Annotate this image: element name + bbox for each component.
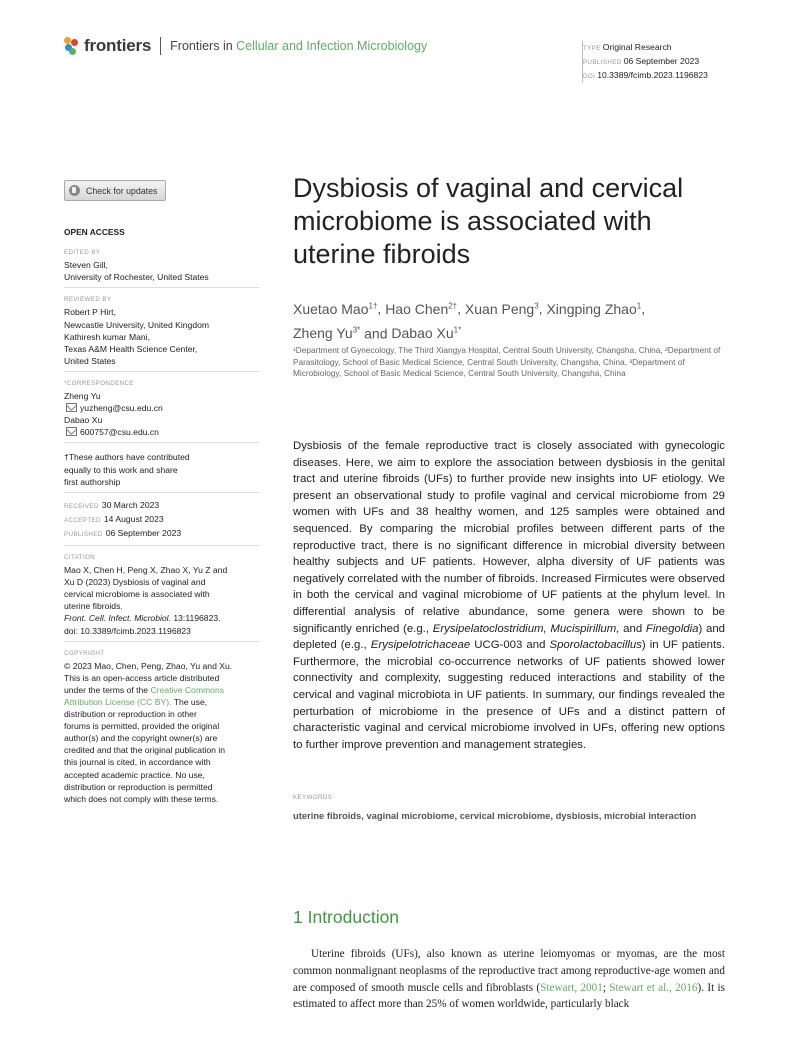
- affiliations: ¹Department of Gynecology, The Third Xiangya Hospital, Central South University, Changsha, China, ²Department of Parasitology, School of Basic Medical Science, Central South University, Changsha, China, ³Department of Microbiology, School of Basic Medical Science, Central South University, Changsha, China: [293, 345, 721, 379]
- keywords: uterine fibroids, vaginal microbiome, cervical microbiome, dysbiosis, microbial interaction: [293, 810, 697, 821]
- citation: Mao X, Chen H, Peng X, Zhao X, Yu Z and Xu D (2023) Dysbiosis of vaginal and cervical microbiome is associated with uterine fibroids. Front. Cell. Infect. Microbiol. 13:1196823. doi: 10.3389/fcimb.2023.1196823: [64, 565, 228, 636]
- license-link[interactable]: Attribution License (CC BY).: [64, 697, 172, 707]
- introduction-text: Uterine fibroids (UFs), also known as uterine leiomyomas or myomas, are the most common nonmalignant neoplasms of the reproductive tract among reproductive-age women and are composed of smooth muscle cells and fibroblasts (Stewart, 2001; Stewart et al., 2016). It is estimated to affect more than 25% of women worldwide, particularly black: [293, 948, 725, 1011]
- article-meta: TYPE Original Research PUBLISHED 06 September 2023 DOI 10.3389/fcimb.2023.1196823: [582, 41, 708, 83]
- license-link[interactable]: Creative Commons: [150, 684, 225, 695]
- journal-name[interactable]: Frontiers in Cellular and Infection Microbiology: [170, 39, 428, 53]
- copyright: © 2023 Mao, Chen, Peng, Zhao, Yu and Xu. This is an open-access article distributed under the terms of the Creative Commons Attribution License (CC BY). The use, distribution or reproduction in other forums is permitted, provided the original author(s) and the copyright owner(s) are credited and that the original publication in this journal is cited, in accordance with accepted academic practice. No use, distribution or reproduction is permitted which does not comply with these terms.: [64, 660, 233, 804]
- mail-icon: [66, 403, 77, 412]
- keywords-label: KEYWORDS: [293, 794, 333, 801]
- author[interactable]: Xingping Zhao$^1$: [546, 300, 642, 317]
- article-type: Original Research: [602, 42, 672, 52]
- open-access-label: OPEN ACCESS: [64, 227, 125, 237]
- bookmark-icon: [69, 185, 80, 196]
- published-date: 06 September 2023: [623, 56, 700, 66]
- doi[interactable]: 10.3389/fcimb.2023.1196823: [597, 70, 708, 80]
- journal-header: [64, 36, 427, 56]
- mail-icon: [66, 427, 77, 436]
- reference-link[interactable]: Stewart et al., 2016: [609, 981, 698, 994]
- history-dates: RECEIVED 30 March 2023 ACCEPTED 14 August 2023 PUBLISHED 06 September 2023: [64, 499, 182, 538]
- author[interactable]: Xuan Peng$^3$: [464, 300, 539, 317]
- author-list: Xuetao Mao$^{1\dagger}$, Hao Chen$^{2\dagger}$, Xuan Peng$^3$, Xingping Zhao$^1$, Zheng $Yu^{3*}$ and Dabao $Xu^{1*}$: [293, 300, 646, 342]
- email-link[interactable]: 600757@csu.edu.cn: [80, 427, 159, 438]
- section-heading: 1 Introduction: [293, 907, 400, 927]
- contribution-note: †These authors have contributed equally to this work and share first authorship: [64, 452, 190, 487]
- article-title: Dysbiosis of vaginal and cervical microbiome is associated with uterine fibroids: [293, 173, 684, 269]
- author[interactable]: Zheng $Yu^{3*}$: [293, 325, 361, 342]
- reference-link[interactable]: Stewart, 2001: [540, 981, 603, 994]
- author[interactable]: Hao Chen$^{2\dagger}$: [385, 300, 458, 317]
- article-sidebar: OPEN ACCESS EDITED BY Steven Gill, University of Rochester, United States REVIEWED BY Robert P Hirt, Newcastle University, United Kingdom Kathiresh kumar Mani, Texas A&M Health Science Center, United States *CORRESPONDENCE Zheng Yu yuzheng@csu.edu.cn Dabao Xu 600757@csu.edu.cn †These authors have contributed equally to this work and share first authorship RECEIVED 30 March 2023 ACCEPTED 14 August 2023 PUBLISHED 06 September 2023 CITATION Mao X, Chen H, Peng X, Zhao X, Yu Z and Xu D (2023) Dysbiosis of vaginal and cervical microbiome is associated with uterine fibroids. Front. Cell. Infect. Microbiol. 13:1196823. doi: 10.3389/fcimb.2023.1196823 COPYRIGHT © 2023 Mao, Chen, Peng, Zhao, Yu and Xu. This is an open-access article distributed under the terms of the Creative Commons Attribution License (CC BY). The use, distribution or reproduction in other forums is permitted, provided the original author(s) and the copyright owner(s) are credited and that the original publication in this journal is cited, in accordance with accepted academic practice. No use, distribution or reproduction is permitted which does not comply with these terms.: [64, 226, 259, 805]
- check-updates-button[interactable]: Check for updates: [64, 180, 166, 201]
- author[interactable]: Xuetao Mao$^{1\dagger}$: [293, 300, 378, 317]
- frontiers-logo-icon: [64, 37, 80, 55]
- email-link[interactable]: yuzheng@csu.edu.cn: [80, 403, 163, 414]
- brand-name[interactable]: frontiers: [84, 36, 152, 55]
- author[interactable]: Dabao $Xu^{1*}$: [391, 325, 462, 342]
- abstract: Dysbiosis of the female reproductive tract is closely associated with gynecologic diseases. Here, we aim to explore the association between dysbiosis in the genital tract and uterine fibroids (UFs) to further provide new insights into UF etiology. We present an observational study to profile vaginal and cervical microbiome from 29 women with UFs and 38 healthy women, and 125 samples were obtained and sequenced. By comparing the microbial profiles between different parts of the reproductive tract, there is no significant difference in microbial diversity between healthy subjects and UF patients. However, alpha diversity of UF patients was negatively correlated with the number of fibroids. Increased Firmicutes were observed in both the cervical and vaginal microbiome of UF patients at the phylum level. In differential analysis of relative abundance, some genera were shown to be significantly enriched (e.g., Erysipelatoclostridium, Mucispirillum, and Finegoldia) and depleted (e.g., Erysipelotrichaceae UCG-003 and Sporolactobacillus) in UF patients. Furthermore, the microbial co-occurrence networks of UF patients showed lower connectivity and complexity, suggesting reduced interactions and stability of the cervical and vaginal microbiota in UF patients. In summary, our findings revealed the perturbation of microbiome in the presence of UFs and a distinct pattern of characteristic vaginal and cervical microbiome involved in UFs, offering new options to further improve prevention and management strategies.: [293, 440, 726, 751]
- header-divider: [160, 37, 161, 55]
